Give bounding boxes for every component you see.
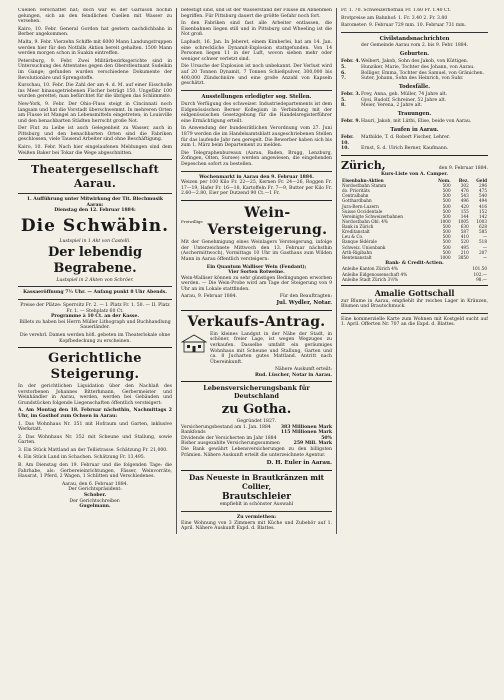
stock-value: 142 <box>479 213 487 219</box>
stock-value: 3850 <box>458 254 469 260</box>
births-heading: Geburten. <box>399 50 430 57</box>
news-item: Petersburg, 9. Febr. Zwei Militärbezirksgerichte sind in Untersuchung des Attentates gegen den Oberstleutnant Sudeikin im Gange; gefunden wurden verschiedene Dokumente der Revolutionäre und Sprengstoffe. <box>18 58 172 81</box>
news-item: Laphadt, 16. Jan. In Jeberet, einem Kimberlei, hat am 14. Jan. eine schreckliche Dynamit-Explosion stattgefunden. Von 14 Personen liegen 11 in der Luft, wovon sieben mehr oder weniger schwer verletzt sind. <box>181 39 332 62</box>
obl-heading: Bank- & Credit-Actien. <box>385 260 444 266</box>
divider <box>341 32 488 33</box>
stock-value: 540 <box>479 193 487 199</box>
news-item: In den Fabriken sind fast alle Arbeiter entlassen, die Eisenbahnen liegen still und in Pittsburg und Wheeling ist die Not groß. <box>181 21 332 38</box>
list-item <box>341 146 488 152</box>
theatre-heading: Theatergesellschaft Aarau. <box>31 163 159 190</box>
stock-value: 500 <box>442 183 451 188</box>
sale-heading: Verkaufs-Antrag. <box>187 313 326 330</box>
auction-item: 3. Ein Stück Mattland an der Tellistrasse. Schätzung Fr. 21,000. <box>18 447 168 453</box>
list-text: Gysi, Rudolf, Schreiner, 52 Jahre alt. <box>361 97 447 103</box>
stock-value: 585 <box>479 229 487 235</box>
column-middle <box>176 8 336 534</box>
stock-value: 420 <box>460 203 469 209</box>
news-block-left <box>18 8 172 156</box>
marriages-list <box>341 119 488 125</box>
news-item: Malta, 9. Febr. Vierzehn Schiffe mit 6000 Mann Landungstruppen werden hier für den Notfalls Aktion bereit gehalten. 1500 Mann werden morgen schon in Suakin eintreffen. <box>18 39 172 57</box>
wine-place: Aarau, 9. Februar 1884. <box>181 294 238 300</box>
theatre-ad <box>18 163 172 344</box>
stock-value: 518 <box>479 239 487 245</box>
stock-value: 155 <box>460 208 469 214</box>
sale-by: Nähere Auskunft erteilt: <box>275 367 332 373</box>
list-text: Mathilde, T. d. Robert Fischer, Lehrer. <box>361 135 450 141</box>
auction-item: 4. Ein Stück Land im Schachen. Schätzung Fr. 13,495. <box>18 455 146 461</box>
insurance-ad <box>181 385 332 466</box>
stock-value: 543 <box>460 193 469 199</box>
auction-item: 1. Das Wohnhaus Nr. 351 mit Hofraum und Garten, inklusive Werkstatt. <box>18 421 172 433</box>
stock-value: 410 <box>460 234 469 240</box>
column-header: Geld <box>476 177 487 183</box>
stock-value: 1000 <box>439 218 451 224</box>
bridal-text: empfiehlt in schönster Auswahl <box>219 502 294 508</box>
auction-sign2: Der Gerichtschreiber: <box>69 498 121 504</box>
divider <box>18 299 172 300</box>
list-item <box>341 119 488 125</box>
bottom-note: Eine kommerzielle Karte zum Wohnen mit Kostgeld sucht auf 1. April. Offerten Nr. 707 an die Expd. d. Blattes. <box>341 316 488 328</box>
insurance-established: Gegründet 1827. <box>236 418 277 424</box>
insurance-agent: D. H. Euler in Aarau. <box>266 460 332 467</box>
list-item <box>341 76 488 82</box>
rent-text: Eine Wohnung von 3 Zimmern mit Küche und Zubehör auf 1. April. Nähere Auskunft Expd. d. Blattes. <box>181 520 332 532</box>
list-date: 8. <box>341 103 346 109</box>
stock-value: 1005 <box>458 218 469 224</box>
list-date: 7. <box>341 76 346 82</box>
auction-sign1-name: Schober. <box>83 493 107 499</box>
stock-value: 500 <box>442 239 451 245</box>
insurance-line-value: 259 Mill. Mark <box>293 441 332 447</box>
auction-sign2-name: Gugelmann. <box>79 504 111 510</box>
divider <box>18 193 172 194</box>
bond-name: Anleihe Eidgenossenschaft 4% <box>342 271 408 277</box>
column-header: Bez. <box>458 177 469 183</box>
list-text: Hunziker, Marie, Tochter des Johann, von Aarau. <box>361 64 475 70</box>
auction-place: Aarau, den 6. Februar 1884. <box>61 481 129 487</box>
stock-value: 144 <box>460 213 469 219</box>
insurance-line-value: 383 Millionen Mark <box>280 424 332 430</box>
table-row <box>341 255 488 260</box>
rent-heading: Zu vermiethen: <box>236 515 277 521</box>
list-date: 5. <box>341 97 346 103</box>
stock-value: 500 <box>442 198 451 204</box>
stock-value: 500 <box>442 213 451 219</box>
top-columns <box>18 8 490 534</box>
auction-b: B. Am Dienstag den 19. Februar und die folgenden Tage: die Fahrhabe, als: Gerbereieinrichtungen, Fässer, Weinvorräte, Hausrat, 1 Pferd, 2 Wagen, 1 Schlitten und Verschiedenes. <box>18 463 172 480</box>
table-row <box>341 277 488 282</box>
news-block-middle <box>181 8 332 87</box>
list-text: Bolliger, Emma, Tochter des Samuel, von Gränichen. <box>361 70 485 76</box>
divider <box>18 286 172 287</box>
stock-value: 500 <box>442 249 451 255</box>
theatre-date: Dienstag den 12. Februar 1884: <box>54 208 136 214</box>
auction-text: In der gerichtlichen Liquidation über den Nachlaß des verstorbenen Johannes Bitterhmann, Gerbermeister und Weinhändler in Aarau, werden, werden bei Gebäuden und Grundstücken folgende Liegenschaften öffentlich versteigert: <box>18 383 172 406</box>
auction-ad <box>18 351 172 510</box>
wine-heading: Wein-Versteigerung. <box>207 204 328 239</box>
wine-ad <box>181 204 332 307</box>
stock-name: Kreditanstalt <box>342 229 370 235</box>
market-text: Weizen per 100 Kilo Fr. 22—25, Kernen Fr. 24—26, Roggen Fr. 17—19, Hafer Fr. 16—18, Kartoffeln Fr. 7—9, Butter per Kilo Fr. 2.60—2.80, Eier per Dutzend 90 Ct.—1 Fr. <box>181 180 332 197</box>
stock-value: 496 <box>460 198 469 204</box>
zurich-sub: Kurs-Liste von A. Camper. <box>380 172 448 178</box>
theatre-prices: Preise der Plätze: Sperrsitz Fr. 2. — I. Platz Fr. 1. 50. — II. Platz Fr. 1. — Stehplatz 60 Ct. <box>20 303 170 314</box>
theatre-sub2: Lustspiel in 2 Akten von Schröer. <box>56 277 134 283</box>
auction-sign1: Der Gerichtspräsident: <box>68 487 122 493</box>
stock-name: Rentenanstalt <box>342 254 372 260</box>
column-left <box>18 8 176 534</box>
list-date: Febr. 10. <box>341 135 354 146</box>
stock-value: 1000 <box>439 254 451 260</box>
stock-name: Leu & Co. <box>342 234 364 240</box>
news-item: New-York, 9. Febr. Der Ohio-Fluss steigt in Cincinnati noch langsam und hat die Vorstadt überschwemmt. In mehreren Orten am Flusse ist Mangel an Lebensmitteln eingetreten; in Louisville und den benachbarten Städten herrscht große Not. <box>18 101 172 124</box>
section-body: In Anwendung der bundesrätlichen Verordnung vom 27. Juni 1879 werden die im Handelsamtsblatt ausgeschriebenen Stellen für das laufende Jahr neu geregelt. Die Bewerber haben sich bis zum 1. März beim Departement zu melden. <box>181 126 332 149</box>
list-text: Suter, Johann, Sohn des Heinrich, von Suhr. <box>361 76 464 82</box>
divider <box>181 310 332 311</box>
stock-name: Centralbahn <box>342 193 369 199</box>
stock-value: 500 <box>442 244 451 250</box>
stock-value: 500 <box>442 224 451 229</box>
auction-a: A. Am Montag den 18. Februar nächsthin, Nachmittags 2 Uhr, im Gasthof zum Ochsen in Aarau: <box>18 408 172 419</box>
stock-name: Jura-Bern-Luzern <box>342 203 379 209</box>
list-text: Frey, Anna, geb. Müller, 74 Jahre alt. <box>361 92 448 98</box>
bond-name: Anleihe Stadt Zürich 3½% <box>342 276 399 282</box>
wine-by: Für den Beauftragten: <box>279 294 332 300</box>
bond-value: 102.— <box>473 271 487 277</box>
stock-value: 500 <box>442 203 451 209</box>
stock-name: do. Prioritäts <box>342 188 370 194</box>
insurance-line-label: Bankfonds <box>181 430 206 436</box>
stock-value: — <box>482 254 487 260</box>
stock-name: Nordostbahn Obl. 4% <box>342 218 388 224</box>
zurich-header <box>341 159 488 172</box>
stock-body <box>341 183 488 260</box>
divider <box>181 90 332 91</box>
news-item: befestigt sind, und ist der Wasserstand der Flüsse im Abnehmen begriffen. Für Pittsburg dauert die größte Gefahr noch fort. <box>181 8 332 19</box>
weather-line: Barometer: 9. Februar 729 mm. 10. Februar 731 mm. <box>341 23 467 29</box>
stock-value: 500 <box>442 188 451 194</box>
divider <box>18 159 172 160</box>
stock-value: 475 <box>479 188 487 194</box>
list-date: 6. <box>341 70 346 76</box>
wine-text: Mit der Genehmigung eines Weinlagers Versteigerung, infolge der Unterzeichnete Mittwoch den 13. Februar nächsthin (Aschermittwoch), Vormittags 10 Uhr im Gasthaus zum Wilden Mann in Aarau öffentlich versteigern: <box>181 240 332 262</box>
column-header: Nom. <box>438 177 451 183</box>
insurance-text: Die Bank gewährt Lebensversicherungen zu den billigsten Prämien. Nähere Auskunft erteilt die unterzeichnete Agentur. <box>181 446 332 458</box>
divider <box>341 285 488 286</box>
insurance-line-value: 115 Millionen Mark <box>280 430 332 436</box>
civil-registry <box>341 36 488 152</box>
theatre-programme: Programme à 10 Ct. an der Kasse. <box>50 314 140 320</box>
sale-body <box>181 332 332 368</box>
stock-value: 416 <box>479 203 487 209</box>
insurance-line-label: Versicherungsbestand am 1. Jan. 1884 <box>181 424 271 430</box>
stock-value: 500 <box>442 229 451 235</box>
news-item: Kairo, 10. Febr. General Gordon hat gestern nachdichbahn in Berber angekommen. <box>18 26 172 38</box>
stock-name: Bank in Zürich <box>342 224 374 229</box>
zurich-heading: Zürich, <box>341 158 386 172</box>
lottery-line: Brotpreise am Bahnhof: 1. Fr. 3.40 2. Fr. 3.80 <box>341 15 448 21</box>
stock-name: Schweiz. Unionbank <box>342 244 386 250</box>
theatre-footer: Die verehrl. Damen werden höfl. gebeten im Theaterlokale ohne Kopfbedeckung zu erscheinen. <box>19 333 171 344</box>
obl-body <box>341 266 488 281</box>
deaths-heading: Todesfälle. <box>398 83 431 90</box>
list-date: Febr. 4. <box>341 59 361 65</box>
stock-value: 207 <box>479 249 487 255</box>
divider <box>18 347 172 348</box>
stock-value: 500 <box>442 208 451 214</box>
baptisms-list <box>341 135 488 152</box>
house-icon <box>181 333 207 353</box>
stock-value: 302 <box>460 183 469 188</box>
list-date: Febr. 3. <box>341 92 361 98</box>
stock-value: 476 <box>460 188 469 194</box>
market-title: Wochenmarkt in Aarau den 9. Februar 1884. <box>199 174 314 180</box>
list-date: 10. <box>341 146 349 152</box>
news-item: Kairo, 10. Febr. Nach hier eingelaufenen Meldungen sind dem Weißen Baker bei Tokar die Wege abgeschnitten. <box>18 145 172 156</box>
civil-sub: der Gemeinde Aarau vom 2. bis 9. Febr. 1884. <box>360 43 469 49</box>
civil-heading: Civilstandsnachrichten <box>379 35 450 42</box>
stock-value: — <box>482 244 487 250</box>
wine-line1: Ein Quantum Walliser Wein (Fendant); <box>206 264 307 270</box>
sale-text: Ein kleines Landgut in der Nähe der Stadt, in schöner, freier Lage, ist wegen Wegzuges zu verkaufen. Dasselbe umfaßt ein geräumiges Wohnhaus mit Scheune und Stallung, Garten und ca. 8 Jucharten gutes Mattland. Antritt nach Übereinkunft. <box>210 331 332 365</box>
wine-name: Jul. Wydler, Notar. <box>276 300 332 307</box>
list-text: Ernst, S. d. Ulrich Berner, Kaufmann. <box>361 146 449 152</box>
stock-value: 500 <box>442 234 451 240</box>
theatre-kassa: Kassaeröffnung 7½ Uhr. — Anfang punkt 8 Uhr Abends. <box>23 290 167 296</box>
stock-value: 630 <box>460 224 469 229</box>
divider <box>181 381 332 382</box>
bridal-heading: Das Neueste in Brautkränzen mit Collier, <box>188 472 325 491</box>
stock-name: Banque fédérale <box>342 239 377 245</box>
stock-table <box>341 178 488 260</box>
news-item: Kurschau, 10. Febr. Die Zahl der am 4. d. M. auf einer Eisscholle ins Meer hinausgetriebenen Fischer beträgt 150. Ungefähr 100 wurden gerettet; man befürchtet für die übrigen das Schlimmste. <box>18 83 172 100</box>
list-text: Meier, Verena, 2 Jahre alt. <box>361 103 423 109</box>
wine-line2: Vier Sorten Rotweine. <box>228 270 285 276</box>
rent-ad <box>181 515 332 532</box>
list-text: Weibert, Jakob, Sohn des Jakob, von Küttigen. <box>361 59 469 65</box>
news-item: Cuellen verschättet hat; doch war es der Garnison nochin gelungen, sich an den feindlichen Cuellen mit Wasser zu versehen. <box>18 8 172 25</box>
news-item: Der Flut zu Leibe ist auch Gelegenheit zu Wasser, auch in Pittsburg und den benachbarten Orten sind die Fabriken geschlossen, viele Tausend Arbeiter sind ohne Beschäftigung. <box>18 126 172 143</box>
sale-name: Rud. Lüscher, Notar in Aarau. <box>254 372 332 378</box>
births-list <box>341 59 488 81</box>
deaths-list <box>341 92 488 109</box>
list-date: Febr. 9. <box>341 119 361 125</box>
list-item <box>341 135 488 146</box>
zurich-stock-list <box>341 159 488 282</box>
wine-header <box>181 204 332 240</box>
stock-value: 587 <box>460 229 469 235</box>
column-right <box>336 8 488 534</box>
list-text: Hauri, Jakob, mit Lüthi, Elise, beide von Aarau. <box>361 119 472 125</box>
bridal-sub: Brautschleier <box>221 491 291 502</box>
list-date: 5. <box>341 64 346 70</box>
divider <box>341 155 488 156</box>
stock-value: 494 <box>479 198 487 204</box>
insurance-city: zu Gotha. <box>221 402 292 418</box>
ad-heading: Amalie Gottschall <box>374 287 455 298</box>
auction-item: 2. Das Wohnhaus Nr. 352 mit Scheune und Stallung, sowie Garten. <box>18 434 172 446</box>
auction-heading: Gerichtliche Steigerung. <box>48 351 142 383</box>
marriages-heading: Trauungen. <box>397 110 432 117</box>
theatre-title: Die Schwäbin. <box>20 215 170 236</box>
bond-name: Anleihe Kanton Zürich 4% <box>342 266 398 272</box>
ad-text: zur Blume in Aarau, empfiehlt ihr reiches Lager in Kränzen, Blumen und Brautschmuck. <box>341 298 488 310</box>
stock-value: 1003 <box>476 218 487 224</box>
theatre-line1: 1. Aufführung unter Mitwirkung der Tit. Blechmusik Aarau: <box>26 197 164 208</box>
stock-value: 210 <box>460 249 469 255</box>
stock-name: Vereinigte Schweizerbahnen <box>342 213 403 219</box>
stock-name: Suisse Occidentale <box>342 208 383 214</box>
stock-value: 152 <box>479 208 487 214</box>
section-heading: Ausstellungen erledigter sog. Stellen. <box>201 93 312 100</box>
bond-value: 98.— <box>476 276 487 282</box>
stock-value: 296 <box>479 183 487 188</box>
stock-name: Gotthardbahn <box>342 198 372 204</box>
obl-table <box>341 266 488 281</box>
wine-text2: Wein-Walliser können zu sehr günstigen Bedingungen erworben werden. — Die Wein-Probe wird am Tage der Steigerung von 9 Uhr an im Lokale stattfinden. <box>181 275 332 292</box>
sale-ad <box>181 314 332 379</box>
divider <box>341 313 488 314</box>
insurance-line-label: Bisher ausgezahlte Versicherungssummen <box>181 441 280 447</box>
zurich-date: den 9. Februar 1884. <box>438 165 488 171</box>
insurance-line-value: 50% <box>321 435 332 441</box>
stock-value: 500 <box>442 193 451 199</box>
section-body: Die Telegraphenbureaux (Aarau, Baden, Brugg, Lenzburg, Zofingen, Olten, Sursee) werden angewiesen, die eingehenden Depeschen sofort zu bestellen. <box>181 150 332 167</box>
insurance-heading: Lebensversicherungsbank für Deutschland <box>203 384 310 401</box>
theatre-billets: Billets zu haben bei Herrn Müller Lithograph und Buchhandlung Sauerländer. <box>19 319 171 331</box>
baptisms-heading: Taufen in Aarau. <box>390 126 439 133</box>
divider <box>181 511 332 512</box>
column-header: Eisenbahn-Aktien <box>342 177 384 183</box>
theatre-sub1: Lustspiel in 1 Akt von Castelli. <box>59 238 131 244</box>
insurance-line-label: Dividende der Versicherten im Jahr 1884 <box>181 435 277 441</box>
gottschall-ad <box>341 289 488 310</box>
stock-value: 628 <box>479 224 487 229</box>
stock-value: 520 <box>460 239 469 245</box>
bridal-ad <box>181 474 332 508</box>
wine-pre: Freiwillige <box>181 218 203 224</box>
news-item: Die Ursache der Explosion ist noch unbekannt. Der Verlust wird auf 20 Tonnen Dynamit, 7 Tonnen Schießpulver, 300,000 bis 400,000 Zündschnüre und eine große Anzahl von Kapseln geschätzt. <box>181 64 332 87</box>
lottery-line: Fr. 1. 70. Schweizerhofnau Fr. 1.60 Fr. 1.40 Ct. <box>341 8 451 13</box>
stock-name: Arth-Rigibahn <box>342 249 372 255</box>
divider <box>181 470 332 471</box>
section-body: Durch Verfügung des schweizer. Industriedepartements ist dem Eidgenössischen Berner Kollegium in Verbindung mit der eidgenössischen Gesetzgebung für die Handelsregisterführer eine Ermächtigung erteilt. <box>181 102 332 124</box>
theatre-title2: Der lebendig Begrabene. <box>47 245 143 277</box>
stock-name: Nordostbahn Stamm <box>342 183 387 188</box>
stock-value: 495 <box>460 244 469 250</box>
stock-value: — <box>482 234 487 240</box>
divider <box>181 200 332 201</box>
list-item <box>341 103 488 109</box>
bond-value: 101.50 <box>472 266 487 272</box>
divider <box>181 171 332 172</box>
